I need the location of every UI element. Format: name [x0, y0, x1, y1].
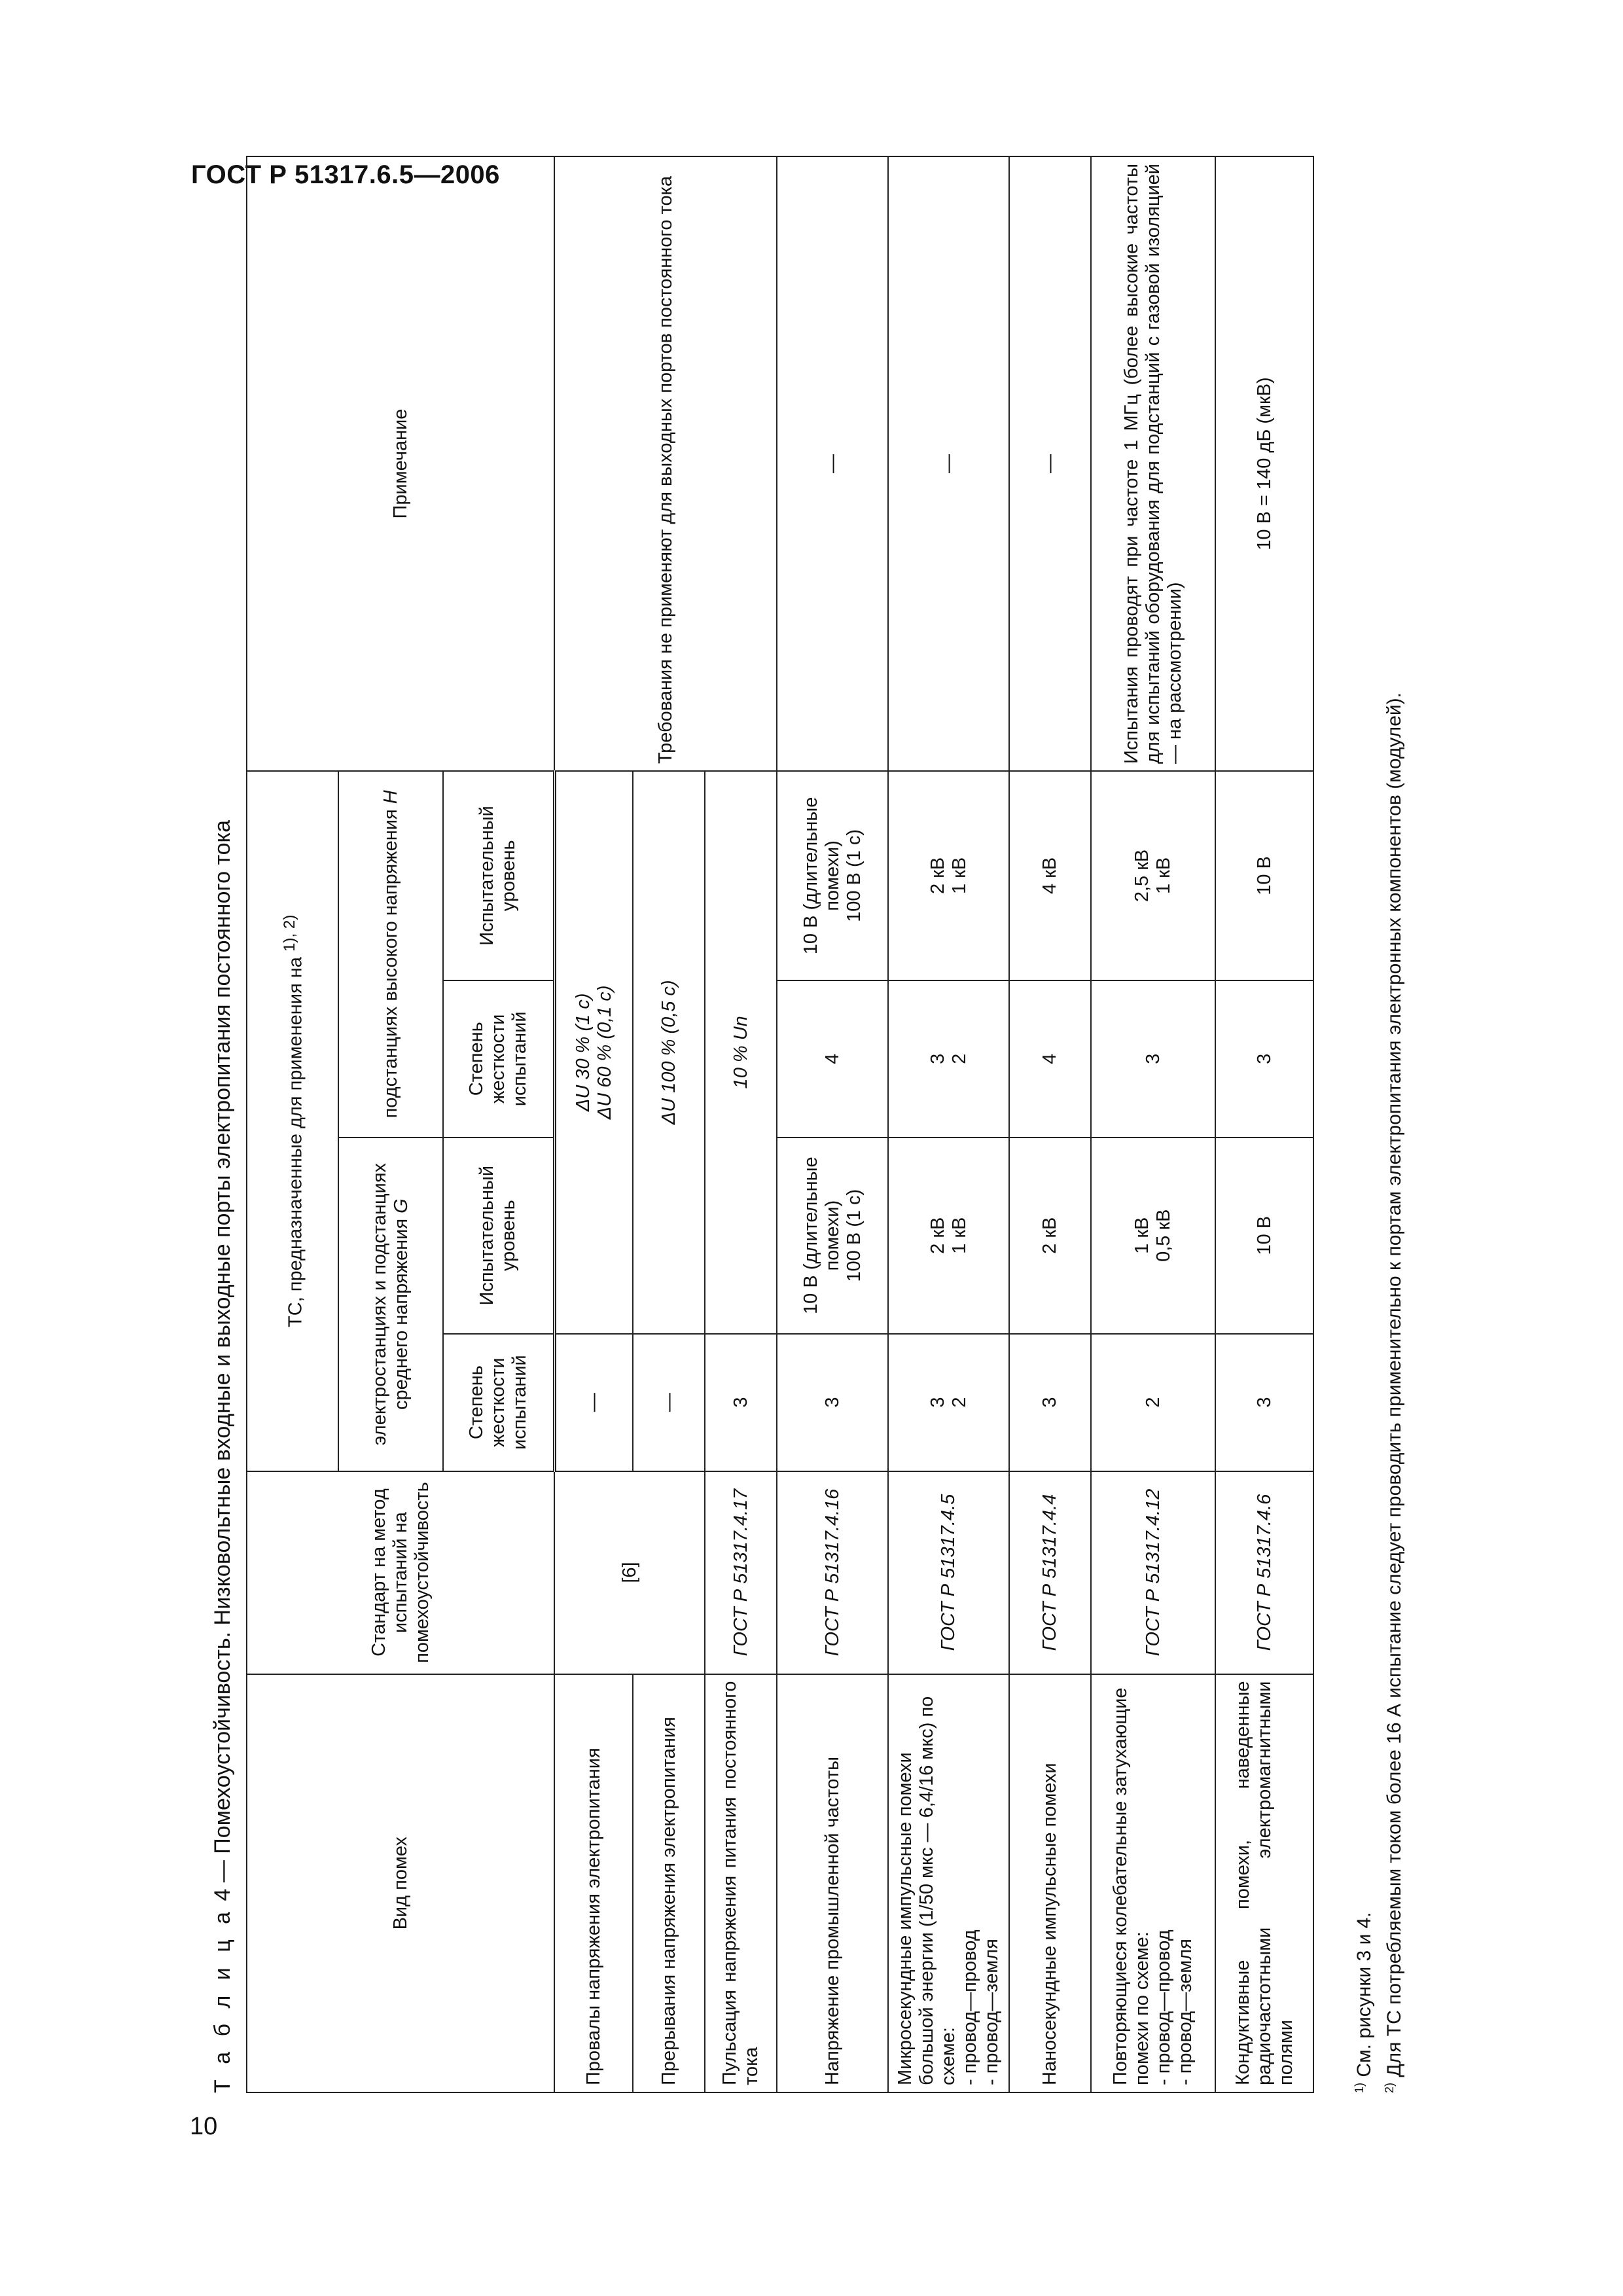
row-type: Наносекундные импульсные помехи — [1009, 1674, 1091, 2092]
table-caption — [208, 156, 241, 2093]
row-type: Прерывания напряжения электропитания — [633, 1674, 705, 2092]
footnote-1 — [1347, 1912, 1377, 2093]
row-h-combined: ΔU 30 % (1 с) ΔU 60 % (0,1 с) — [554, 771, 633, 1334]
row-h-combined: ΔU 100 % (0,5 с) — [633, 771, 705, 1334]
row-note: — — [1009, 156, 1091, 771]
row-type: Микросекундные импульсные помехи большой энергии (1/50 мкс — 6,4/16 мкс) по схеме: - провод—провод - провод—земля — [888, 1674, 1009, 2092]
header-note: Примечание — [247, 156, 554, 771]
row-g-severity: 3 — [705, 1334, 777, 1471]
row-standard: ГОСТ Р 51317.4.12 — [1091, 1471, 1215, 1674]
row-g-severity: 2 — [1091, 1334, 1215, 1471]
row-g-level: 10 В (длительные помехи) 100 В (1 с) — [777, 1138, 888, 1334]
table-row — [1215, 156, 1313, 2092]
table-row — [888, 156, 1009, 2092]
page-number: 10 — [190, 2113, 218, 2140]
row-g-severity: 3 2 — [888, 1334, 1009, 1471]
row-type: Провалы напряжения электропитания — [554, 1674, 633, 2092]
row-g-level: 1 кВ 0,5 кВ — [1091, 1138, 1215, 1334]
row-note: Испытания проводят при частоте 1 МГц (более высокие частоты для испытаний оборудования для подстанций с газовой изоляцией — на рассмотрении) — [1091, 156, 1215, 771]
row-h-level: 2 кВ 1 кВ — [888, 771, 1009, 980]
header-g-severity: Степень жесткости испытаний — [443, 1334, 554, 1471]
row-note: Требования не применяют для выходных портов постоянного тока — [554, 156, 777, 771]
header-group-h-letter: H — [380, 790, 401, 804]
header-type: Вид помех — [247, 1674, 554, 2092]
row-h-severity: 4 — [1009, 980, 1091, 1138]
footnote-1-mark: 1) — [1353, 2082, 1366, 2093]
row-h-severity: 3 — [1091, 980, 1215, 1138]
table-row — [1009, 156, 1091, 2092]
header-standard-text: Стандарт на метод испытаний на помехоустойчивость — [368, 1482, 433, 1663]
row-type: Пульсация напряжения питания постоянного тока — [705, 1674, 777, 2092]
table-row — [777, 156, 888, 2092]
row-standard: ГОСТ Р 51317.4.4 — [1009, 1471, 1091, 1674]
row-note: — — [777, 156, 888, 771]
row-g-severity: — — [633, 1334, 705, 1471]
row-standard: [6] — [554, 1471, 705, 1674]
table-label: Т а б л и ц а — [210, 1907, 235, 2093]
row-h-level: 2,5 кВ 1 кВ — [1091, 771, 1215, 980]
row-g-level: 2 кВ 1 кВ — [888, 1138, 1009, 1334]
row-standard: ГОСТ Р 51317.4.5 — [888, 1471, 1009, 1674]
row-h-severity: 3 — [1215, 980, 1313, 1138]
header-tc-group-footnote: 1), 2) — [280, 914, 298, 952]
row-g-level: 2 кВ — [1009, 1138, 1091, 1334]
header-h-level: Испытательный уровень — [443, 771, 554, 980]
footnote-2-mark: 2) — [1383, 2082, 1396, 2093]
row-standard: ГОСТ Р 51317.4.17 — [705, 1471, 777, 1674]
row-h-severity: 4 — [777, 980, 888, 1138]
header-standard — [247, 1471, 554, 1674]
row-standard: ГОСТ Р 51317.4.6 — [1215, 1471, 1313, 1674]
row-g-severity: 3 — [1009, 1334, 1091, 1471]
row-note: 10 В = 140 дБ (мкВ) — [1215, 156, 1313, 771]
header-tc-group-text: ТС, предназначенные для применения на — [285, 957, 306, 1327]
header-group-g-letter: G — [391, 1198, 412, 1213]
footnote-2 — [1377, 692, 1407, 2093]
rotated-table-area — [208, 156, 1471, 2093]
table-row — [554, 156, 633, 2092]
footnote-1-text: См. рисунки 3 и 4. — [1353, 1912, 1375, 2077]
row-type: Повторяющиеся колебательные затухающие помехи по схеме: - провод—провод - провод—земля — [1091, 1674, 1215, 2092]
header-group-g — [338, 1138, 443, 1471]
row-type: Напряжение промышленной частоты — [777, 1674, 888, 2092]
row-h-level: 4 кВ — [1009, 771, 1091, 980]
row-standard: ГОСТ Р 51317.4.16 — [777, 1471, 888, 1674]
row-g-severity: — — [554, 1334, 633, 1471]
header-group-h — [338, 771, 443, 1138]
row-h-severity: 3 2 — [888, 980, 1009, 1138]
table-row — [1091, 156, 1215, 2092]
document-header: ГОСТ Р 51317.6.5—2006 — [191, 160, 500, 189]
header-g-level: Испытательный уровень — [443, 1138, 554, 1334]
header-tc-group — [247, 771, 338, 1471]
immunity-table — [246, 156, 1314, 2093]
header-group-h-text: подстанциях высокого напряжения — [380, 809, 401, 1119]
header-group-g-text: электростанциях и подстанциях среднего напряжения — [369, 1162, 412, 1446]
table-caption-text: 4 — Помехоустойчивость. Низковольтные входные и выходные порты электропитания постоянного тока — [210, 819, 235, 1901]
row-h-level: 10 В — [1215, 771, 1313, 980]
row-note: — — [888, 156, 1009, 771]
header-h-severity: Степень жесткости испытаний — [443, 980, 554, 1138]
row-g-severity: 3 — [777, 1334, 888, 1471]
row-g-severity: 3 — [1215, 1334, 1313, 1471]
row-g-level: 10 В — [1215, 1138, 1313, 1334]
footnote-2-text: Для ТС потребляемым током более 16 А испытание следует проводить применительно к портам электропитания электронных компонентов (модулей). — [1383, 692, 1405, 2077]
row-h-level: 10 В (длительные помехи) 100 В (1 с) — [777, 771, 888, 980]
row-type: Кондуктивные помехи, наведенные радиочастотными электромагнитными полями — [1215, 1674, 1313, 2092]
row-h-combined: 10 % Un — [705, 771, 777, 1334]
